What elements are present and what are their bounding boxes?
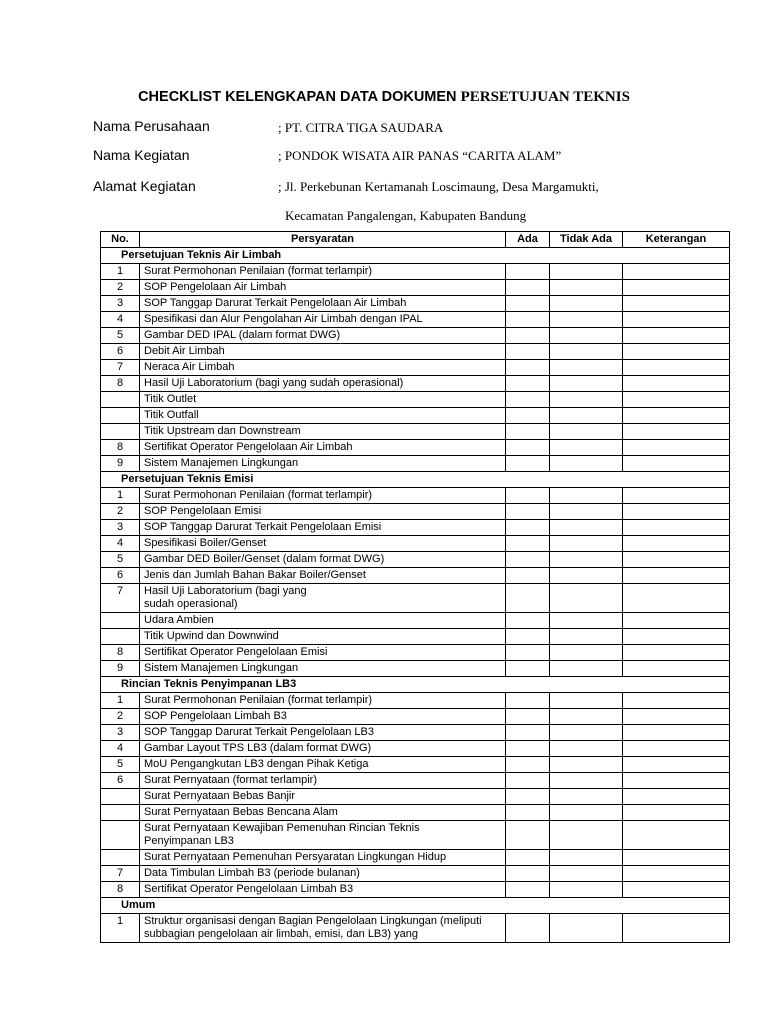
tidak-ada-cell[interactable] <box>550 312 623 328</box>
row-number: 4 <box>101 536 140 552</box>
ada-cell[interactable] <box>506 280 550 296</box>
table-row <box>101 850 730 866</box>
table-row <box>101 344 730 360</box>
requirement-text: SOP Tanggap Darurat Terkait Pengelolaan Air Limbah <box>144 297 407 309</box>
row-number: 7 <box>101 584 140 613</box>
requirement-text: Titik Upstream dan Downstream <box>144 425 301 437</box>
ada-cell[interactable] <box>506 536 550 552</box>
requirement-cell <box>140 866 506 882</box>
keterangan-cell[interactable] <box>623 789 730 805</box>
requirement-cell <box>140 645 506 661</box>
row-number: 8 <box>101 882 140 898</box>
keterangan-cell[interactable] <box>623 821 730 850</box>
checklist-table <box>100 231 730 943</box>
tidak-ada-cell[interactable] <box>550 645 623 661</box>
table-row <box>101 773 730 789</box>
table-row <box>101 757 730 773</box>
tidak-ada-cell[interactable] <box>550 328 623 344</box>
table-row <box>101 821 730 850</box>
ada-cell[interactable] <box>506 424 550 440</box>
activity-label: Nama Kegiatan <box>93 147 190 163</box>
keterangan-cell[interactable] <box>623 773 730 789</box>
tidak-ada-cell[interactable] <box>550 344 623 360</box>
keterangan-cell[interactable] <box>623 805 730 821</box>
keterangan-cell[interactable] <box>623 328 730 344</box>
title-part-2: PERSETUJUAN TEKNIS <box>460 89 630 105</box>
section-row <box>101 677 730 693</box>
requirement-cell <box>140 392 506 408</box>
tidak-ada-cell[interactable] <box>550 789 623 805</box>
section-label: Persetujuan Teknis Emisi <box>101 472 730 488</box>
table-row <box>101 360 730 376</box>
keterangan-cell[interactable] <box>623 584 730 613</box>
row-number: 1 <box>101 914 140 943</box>
requirement-text: Surat Pernyataan (format terlampir) <box>144 774 318 786</box>
ada-cell[interactable] <box>506 693 550 709</box>
document-title <box>0 89 768 106</box>
section-label: Umum <box>101 898 730 914</box>
ada-cell[interactable] <box>506 850 550 866</box>
tidak-ada-cell[interactable] <box>550 882 623 898</box>
table-row <box>101 296 730 312</box>
requirement-text: Surat Pernyataan Kewajiban Pemenuhan Rincian Teknis <box>144 822 420 834</box>
requirement-cell <box>140 850 506 866</box>
requirement-text: SOP Pengelolaan Limbah B3 <box>144 710 287 722</box>
company-value: ; PT. CITRA TIGA SAUDARA <box>278 120 444 135</box>
requirement-cell <box>140 440 506 456</box>
tidak-ada-cell[interactable] <box>550 741 623 757</box>
requirement-text: Titik Upwind dan Downwind <box>144 630 279 642</box>
row-number: 1 <box>101 264 140 280</box>
requirement-cell <box>140 264 506 280</box>
tidak-ada-cell[interactable] <box>550 392 623 408</box>
table-row <box>101 456 730 472</box>
ada-cell[interactable] <box>506 504 550 520</box>
row-number: 7 <box>101 866 140 882</box>
keterangan-cell[interactable] <box>623 520 730 536</box>
row-number: 1 <box>101 693 140 709</box>
tidak-ada-cell[interactable] <box>550 280 623 296</box>
row-number: 6 <box>101 344 140 360</box>
table-row <box>101 392 730 408</box>
keterangan-cell[interactable] <box>623 725 730 741</box>
requirement-text: Sistem Manajemen Lingkungan <box>144 662 299 674</box>
tidak-ada-cell[interactable] <box>550 408 623 424</box>
row-number: 2 <box>101 709 140 725</box>
table-row <box>101 280 730 296</box>
table-row <box>101 264 730 280</box>
requirement-text: Titik Outfall <box>144 409 199 421</box>
requirement-cell <box>140 520 506 536</box>
tidak-ada-cell[interactable] <box>550 821 623 850</box>
tidak-ada-cell[interactable] <box>550 504 623 520</box>
tidak-ada-cell[interactable] <box>550 866 623 882</box>
requirement-text: Sertifikat Operator Pengelolaan Limbah B3 <box>144 883 354 895</box>
tidak-ada-cell[interactable] <box>550 914 623 943</box>
row-number <box>101 850 140 866</box>
requirement-text: Surat Pernyataan Bebas Banjir <box>144 790 296 802</box>
table-row <box>101 789 730 805</box>
ada-cell[interactable] <box>506 392 550 408</box>
section-row <box>101 898 730 914</box>
requirement-cell <box>140 584 506 613</box>
row-number: 7 <box>101 360 140 376</box>
row-number: 2 <box>101 504 140 520</box>
requirement-cell <box>140 741 506 757</box>
ada-cell[interactable] <box>506 629 550 645</box>
ada-cell[interactable] <box>506 773 550 789</box>
tidak-ada-cell[interactable] <box>550 456 623 472</box>
requirement-cell <box>140 821 506 850</box>
requirement-text: Spesifikasi Boiler/Genset <box>144 537 267 549</box>
keterangan-cell[interactable] <box>623 709 730 725</box>
tidak-ada-cell[interactable] <box>550 773 623 789</box>
table-row <box>101 552 730 568</box>
requirement-cell <box>140 805 506 821</box>
table-row <box>101 882 730 898</box>
section-row <box>101 472 730 488</box>
keterangan-cell[interactable] <box>623 504 730 520</box>
keterangan-cell[interactable] <box>623 424 730 440</box>
tidak-ada-cell[interactable] <box>550 440 623 456</box>
requirement-text: Surat Permohonan Penilaian (format terlampir) <box>144 489 373 501</box>
company-label: Nama Perusahaan <box>93 118 210 134</box>
requirement-cell <box>140 328 506 344</box>
address-value-line1: ; Jl. Perkebunan Kertamanah Loscimaung, Desa Margamukti, <box>278 179 599 194</box>
header-persyaratan: Persyaratan <box>140 232 506 248</box>
tidak-ada-cell[interactable] <box>550 520 623 536</box>
ada-cell[interactable] <box>506 882 550 898</box>
ada-cell[interactable] <box>506 645 550 661</box>
keterangan-cell[interactable] <box>623 488 730 504</box>
requirement-text: Spesifikasi dan Alur Pengolahan Air Limbah dengan IPAL <box>144 313 423 325</box>
keterangan-cell[interactable] <box>623 629 730 645</box>
tidak-ada-cell[interactable] <box>550 536 623 552</box>
tidak-ada-cell[interactable] <box>550 757 623 773</box>
requirement-text: MoU Pengangkutan LB3 dengan Pihak Ketiga <box>144 758 369 770</box>
table-row <box>101 914 730 943</box>
row-number <box>101 613 140 629</box>
table-row <box>101 584 730 613</box>
tidak-ada-cell[interactable] <box>550 552 623 568</box>
ada-cell[interactable] <box>506 757 550 773</box>
table-body <box>101 248 730 943</box>
keterangan-cell[interactable] <box>623 360 730 376</box>
row-number: 6 <box>101 568 140 584</box>
keterangan-cell[interactable] <box>623 440 730 456</box>
tidak-ada-cell[interactable] <box>550 850 623 866</box>
requirement-text-continued: subbagian pengelolaan air limbah, emisi, dan LB3) yang <box>144 928 418 940</box>
row-number <box>101 821 140 850</box>
requirement-text: Neraca Air Limbah <box>144 361 235 373</box>
row-number: 6 <box>101 773 140 789</box>
row-number <box>101 789 140 805</box>
row-number: 3 <box>101 725 140 741</box>
keterangan-cell[interactable] <box>623 376 730 392</box>
table-row <box>101 376 730 392</box>
ada-cell[interactable] <box>506 408 550 424</box>
keterangan-cell[interactable] <box>623 264 730 280</box>
header-ada: Ada <box>506 232 550 248</box>
tidak-ada-cell[interactable] <box>550 693 623 709</box>
tidak-ada-cell[interactable] <box>550 424 623 440</box>
row-number: 8 <box>101 440 140 456</box>
requirement-text: Surat Pernyataan Bebas Bencana Alam <box>144 806 338 818</box>
keterangan-cell[interactable] <box>623 645 730 661</box>
requirement-text: Udara Ambien <box>144 614 214 626</box>
requirement-text: Hasil Uji Laboratorium (bagi yang <box>144 585 307 597</box>
table-row <box>101 568 730 584</box>
requirement-text: Surat Permohonan Penilaian (format terlampir) <box>144 694 373 706</box>
row-number <box>101 408 140 424</box>
requirement-text: SOP Pengelolaan Emisi <box>144 505 262 517</box>
requirement-cell <box>140 376 506 392</box>
ada-cell[interactable] <box>506 725 550 741</box>
requirement-text: Struktur organisasi dengan Bagian Pengelolaan Lingkungan (meliputi <box>144 915 482 927</box>
ada-cell[interactable] <box>506 789 550 805</box>
table-row <box>101 805 730 821</box>
ada-cell[interactable] <box>506 456 550 472</box>
keterangan-cell[interactable] <box>623 344 730 360</box>
requirement-text: Surat Permohonan Penilaian (format terlampir) <box>144 265 373 277</box>
tidak-ada-cell[interactable] <box>550 264 623 280</box>
row-number: 5 <box>101 552 140 568</box>
ada-cell[interactable] <box>506 805 550 821</box>
ada-cell[interactable] <box>506 296 550 312</box>
requirement-cell <box>140 408 506 424</box>
keterangan-cell[interactable] <box>623 661 730 677</box>
requirement-text: Jenis dan Jumlah Bahan Bakar Boiler/Genset <box>144 569 366 581</box>
requirement-cell <box>140 344 506 360</box>
address-label: Alamat Kegiatan <box>93 178 196 194</box>
keterangan-cell[interactable] <box>623 280 730 296</box>
ada-cell[interactable] <box>506 312 550 328</box>
row-number: 8 <box>101 645 140 661</box>
table-row <box>101 536 730 552</box>
ada-cell[interactable] <box>506 741 550 757</box>
row-number: 3 <box>101 520 140 536</box>
requirement-cell <box>140 360 506 376</box>
ada-cell[interactable] <box>506 376 550 392</box>
tidak-ada-cell[interactable] <box>550 296 623 312</box>
row-number: 3 <box>101 296 140 312</box>
requirement-cell <box>140 757 506 773</box>
tidak-ada-cell[interactable] <box>550 488 623 504</box>
row-number <box>101 424 140 440</box>
table-header-row <box>101 232 730 248</box>
tidak-ada-cell[interactable] <box>550 629 623 645</box>
requirement-text: Data Timbulan Limbah B3 (periode bulanan) <box>144 867 360 879</box>
ada-cell[interactable] <box>506 552 550 568</box>
keterangan-cell[interactable] <box>623 568 730 584</box>
section-label: Rincian Teknis Penyimpanan LB3 <box>101 677 730 693</box>
keterangan-cell[interactable] <box>623 882 730 898</box>
row-number: 2 <box>101 280 140 296</box>
requirement-cell <box>140 709 506 725</box>
section-label: Persetujuan Teknis Air Limbah <box>101 248 730 264</box>
requirement-text: Gambar DED Boiler/Genset (dalam format DWG) <box>144 553 385 565</box>
header-tidak-ada: Tidak Ada <box>550 232 623 248</box>
tidak-ada-cell[interactable] <box>550 584 623 613</box>
table-row <box>101 328 730 344</box>
requirement-cell <box>140 914 506 943</box>
table-row <box>101 312 730 328</box>
ada-cell[interactable] <box>506 360 550 376</box>
requirement-cell <box>140 789 506 805</box>
row-number: 4 <box>101 312 140 328</box>
table-row <box>101 725 730 741</box>
requirement-cell <box>140 424 506 440</box>
ada-cell[interactable] <box>506 866 550 882</box>
tidak-ada-cell[interactable] <box>550 568 623 584</box>
table-row <box>101 520 730 536</box>
table-row <box>101 488 730 504</box>
keterangan-cell[interactable] <box>623 312 730 328</box>
requirement-text: Surat Pernyataan Pemenuhan Persyaratan Lingkungan Hidup <box>144 851 447 863</box>
keterangan-cell[interactable] <box>623 552 730 568</box>
requirement-cell <box>140 693 506 709</box>
ada-cell[interactable] <box>506 661 550 677</box>
requirement-cell <box>140 629 506 645</box>
requirement-text: SOP Tanggap Darurat Terkait Pengelolaan LB3 <box>144 726 374 738</box>
requirement-text: Titik Outlet <box>144 393 197 405</box>
requirement-cell <box>140 504 506 520</box>
requirement-text: Gambar Layout TPS LB3 (dalam format DWG) <box>144 742 372 754</box>
requirement-cell <box>140 280 506 296</box>
keterangan-cell[interactable] <box>623 613 730 629</box>
ada-cell[interactable] <box>506 344 550 360</box>
table-row <box>101 408 730 424</box>
requirement-text: Gambar DED IPAL (dalam format DWG) <box>144 329 341 341</box>
requirement-cell <box>140 613 506 629</box>
requirement-text: Sistem Manajemen Lingkungan <box>144 457 299 469</box>
requirement-text: SOP Tanggap Darurat Terkait Pengelolaan Emisi <box>144 521 382 533</box>
keterangan-cell[interactable] <box>623 408 730 424</box>
requirement-cell <box>140 536 506 552</box>
row-number: 1 <box>101 488 140 504</box>
table-row <box>101 629 730 645</box>
header-keterangan: Keterangan <box>623 232 730 248</box>
row-number: 9 <box>101 456 140 472</box>
requirement-cell <box>140 488 506 504</box>
requirement-cell <box>140 568 506 584</box>
row-number: 5 <box>101 328 140 344</box>
title-part-1: CHECKLIST KELENGKAPAN DATA DOKUMEN <box>138 89 461 105</box>
ada-cell[interactable] <box>506 709 550 725</box>
ada-cell[interactable] <box>506 613 550 629</box>
table-row <box>101 693 730 709</box>
keterangan-cell[interactable] <box>623 536 730 552</box>
keterangan-cell[interactable] <box>623 914 730 943</box>
ada-cell[interactable] <box>506 568 550 584</box>
tidak-ada-cell[interactable] <box>550 805 623 821</box>
requirement-text: Sertifikat Operator Pengelolaan Emisi <box>144 646 328 658</box>
ada-cell[interactable] <box>506 584 550 613</box>
row-number <box>101 629 140 645</box>
row-number: 9 <box>101 661 140 677</box>
keterangan-cell[interactable] <box>623 866 730 882</box>
requirement-cell <box>140 661 506 677</box>
requirement-cell <box>140 725 506 741</box>
keterangan-cell[interactable] <box>623 757 730 773</box>
section-row <box>101 248 730 264</box>
requirement-text: Debit Air Limbah <box>144 345 225 357</box>
requirement-text: SOP Pengelolaan Air Limbah <box>144 281 287 293</box>
row-number: 8 <box>101 376 140 392</box>
row-number: 5 <box>101 757 140 773</box>
ada-cell[interactable] <box>506 328 550 344</box>
table-row <box>101 504 730 520</box>
row-number <box>101 392 140 408</box>
table-row <box>101 440 730 456</box>
ada-cell[interactable] <box>506 440 550 456</box>
requirement-cell <box>140 456 506 472</box>
row-number: 4 <box>101 741 140 757</box>
tidak-ada-cell[interactable] <box>550 613 623 629</box>
tidak-ada-cell[interactable] <box>550 709 623 725</box>
requirement-text: Hasil Uji Laboratorium (bagi yang sudah operasional) <box>144 377 404 389</box>
tidak-ada-cell[interactable] <box>550 725 623 741</box>
requirement-text-continued: sudah operasional) <box>144 598 238 610</box>
activity-value: ; PONDOK WISATA AIR PANAS “CARITA ALAM” <box>278 148 562 163</box>
table-row <box>101 645 730 661</box>
ada-cell[interactable] <box>506 914 550 943</box>
table-row <box>101 741 730 757</box>
requirement-cell <box>140 552 506 568</box>
keterangan-cell[interactable] <box>623 456 730 472</box>
table-row <box>101 613 730 629</box>
keterangan-cell[interactable] <box>623 741 730 757</box>
tidak-ada-cell[interactable] <box>550 376 623 392</box>
tidak-ada-cell[interactable] <box>550 661 623 677</box>
row-number <box>101 805 140 821</box>
ada-cell[interactable] <box>506 520 550 536</box>
table-row <box>101 661 730 677</box>
keterangan-cell[interactable] <box>623 296 730 312</box>
requirement-text: Sertifikat Operator Pengelolaan Air Limbah <box>144 441 353 453</box>
requirement-cell <box>140 773 506 789</box>
table-row <box>101 866 730 882</box>
keterangan-cell[interactable] <box>623 392 730 408</box>
address-value-line2: Kecamatan Pangalengan, Kabupaten Bandung <box>285 208 527 223</box>
header-no: No. <box>101 232 140 248</box>
keterangan-cell[interactable] <box>623 850 730 866</box>
requirement-text-continued: Penyimpanan LB3 <box>144 835 234 847</box>
requirement-cell <box>140 296 506 312</box>
table-row <box>101 709 730 725</box>
keterangan-cell[interactable] <box>623 693 730 709</box>
ada-cell[interactable] <box>506 488 550 504</box>
ada-cell[interactable] <box>506 264 550 280</box>
requirement-cell <box>140 882 506 898</box>
tidak-ada-cell[interactable] <box>550 360 623 376</box>
ada-cell[interactable] <box>506 821 550 850</box>
requirement-cell <box>140 312 506 328</box>
table-row <box>101 424 730 440</box>
